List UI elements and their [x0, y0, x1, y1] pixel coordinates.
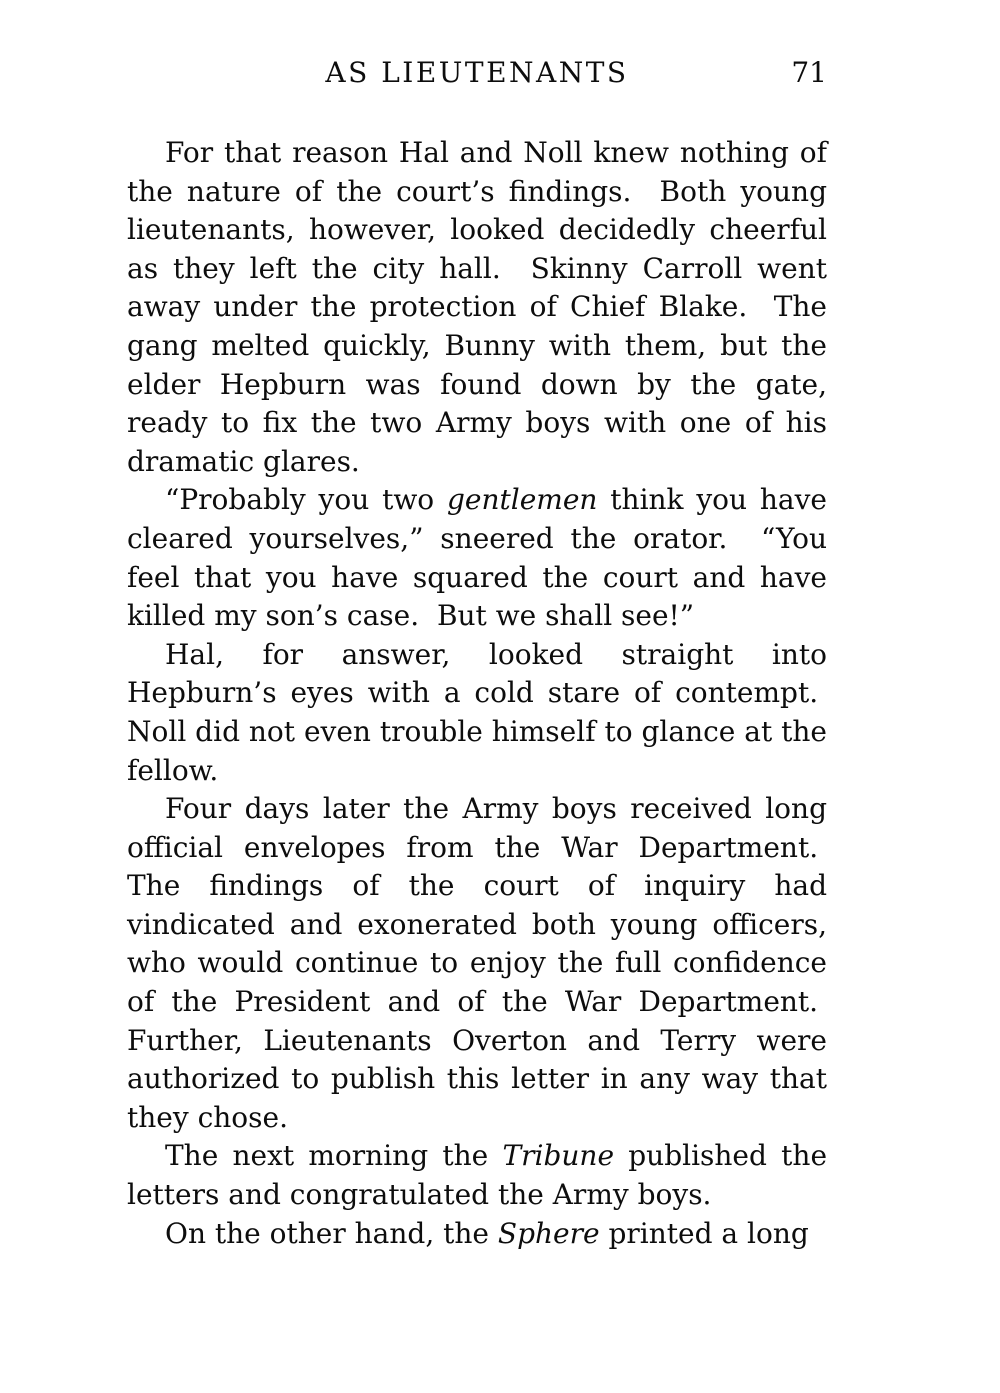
text-segment: For that reason Hal and Noll knew nothing of the nature of the court’s findings. Both young lieutenants, however, looked decidedly cheerful as they left the city hall. Skinny Carroll went away under the protection of Chief Blake. The gang melted quickly, Bunny with them, but the elder Hepburn was found down by the gate, ready to fix the two Army boys with one of his dramatic glares. [127, 136, 827, 478]
paragraph [127, 790, 827, 1137]
text-segment-italic: Sphere [497, 1216, 600, 1250]
text-segment: printed a long [599, 1216, 809, 1250]
page-number: 71 [791, 56, 827, 89]
page-header [127, 56, 827, 92]
paragraph [127, 134, 827, 481]
paragraph [127, 636, 827, 790]
running-title: AS LIEUTENANTS [325, 56, 629, 89]
text-segment-italic: gentlemen [446, 483, 598, 517]
body-text [127, 134, 827, 1253]
text-segment: think you have cleared yourselves,” sneered the orator. “You feel that you have squared the court and have killed my son’s case. But we shall see!” [127, 483, 828, 633]
paragraph [127, 481, 827, 635]
text-segment: On the other hand, the [165, 1216, 498, 1250]
text-segment: The next morning the [165, 1139, 503, 1173]
text-segment: published the letters and congratulated the Army boys. [127, 1139, 828, 1212]
text-segment-italic: Tribune [502, 1139, 615, 1173]
text-segment: Hal, for answer, looked straight into Hepburn’s eyes with a cold stare of contempt. Noll did not even trouble himself to glance at the fellow. [127, 637, 827, 787]
paragraph [127, 1137, 827, 1214]
paragraph [127, 1215, 827, 1254]
text-segment: Four days later the Army boys received long official envelopes from the War Department. The findings of the court of inquiry had vindicated and exonerated both young officers, who would continue to enjoy the full confidence of the President and of the War Department. Further, Lieutenants Overton and Terry were authorized to publish this letter in any way that they chose. [127, 792, 827, 1134]
text-segment: “Probably you two [165, 483, 447, 517]
